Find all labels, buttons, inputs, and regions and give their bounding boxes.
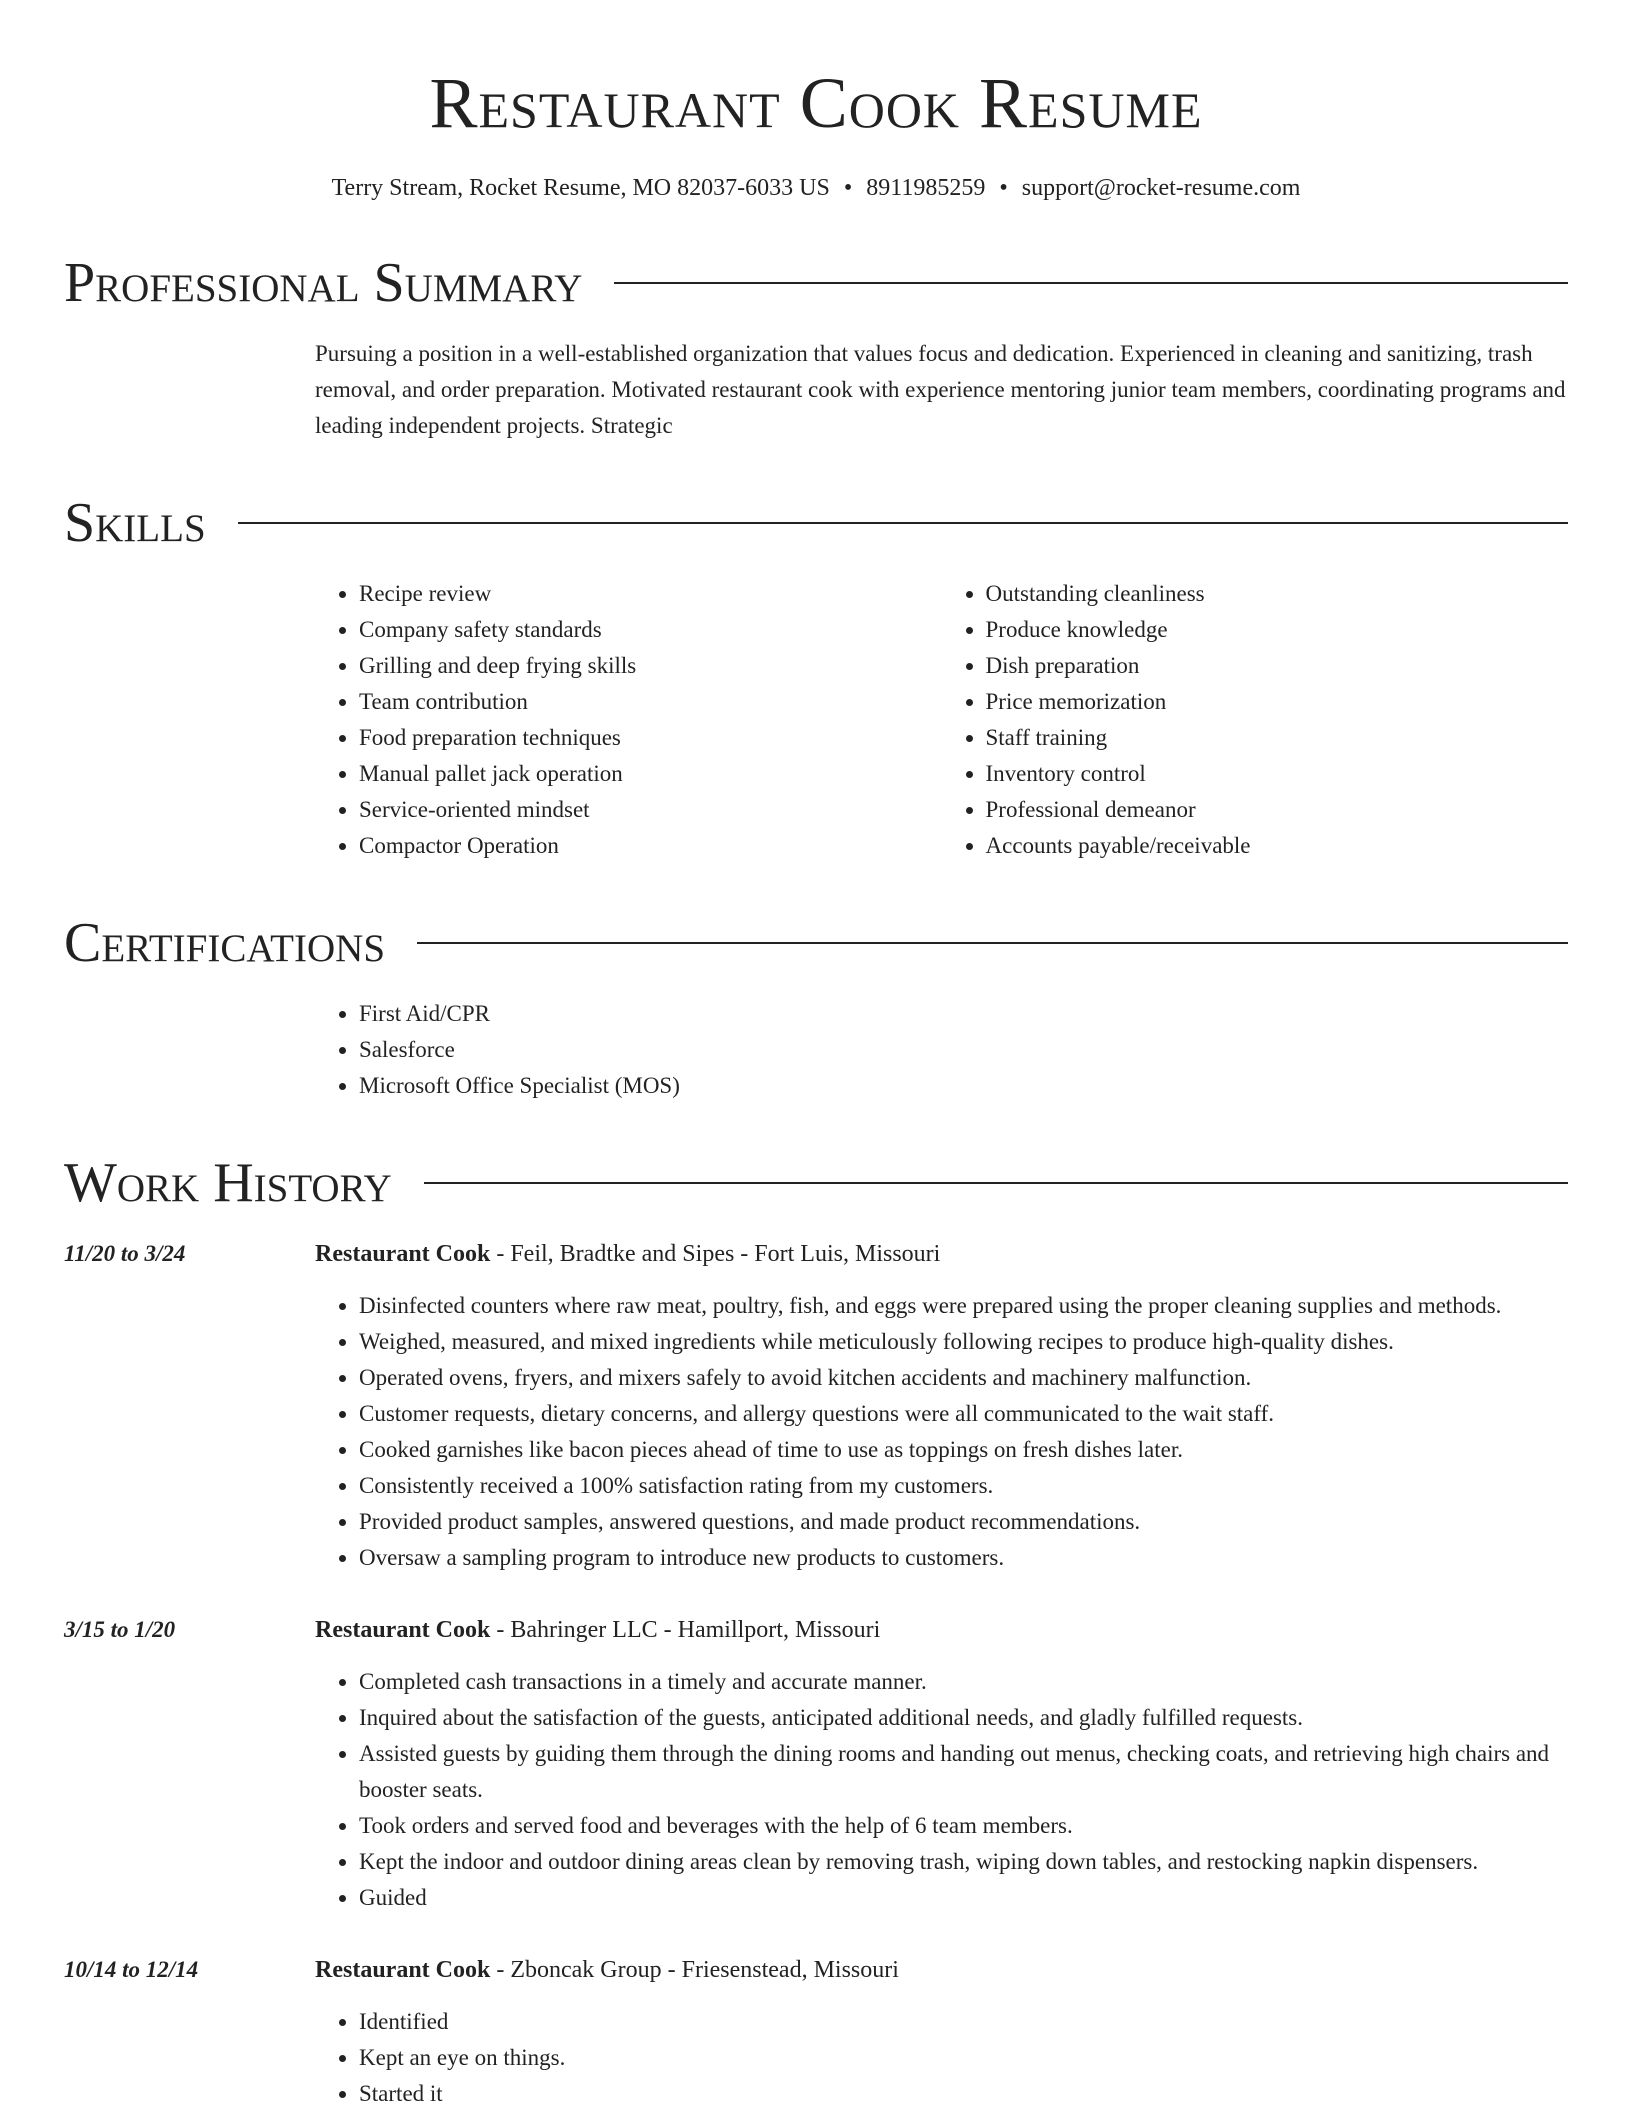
section-divider [424, 1182, 1568, 1184]
contact-line [64, 172, 1568, 204]
job-details: - Zboncak Group - Friesenstead, Missouri [490, 1957, 899, 1983]
job-bullet: • Kept an eye on things. [359, 2040, 1568, 2076]
skills-left-list [315, 576, 942, 864]
section-divider [417, 942, 1568, 944]
job-bullet: • Started it [359, 2076, 1568, 2112]
resume-page [64, 0, 1568, 2112]
job-bullets [315, 1664, 1568, 1916]
job-entry [64, 1612, 1568, 1916]
skill-item: • Service-oriented mindset [359, 792, 942, 828]
skill-item: • Compactor Operation [359, 828, 942, 864]
skill-item: • Accounts payable/receivable [986, 828, 1569, 864]
contact-address: Terry Stream, Rocket Resume, MO 82037-6033 US [331, 175, 830, 201]
contact-separator: • [999, 175, 1008, 201]
job-role: Restaurant Cook [315, 1241, 491, 1267]
skill-item: • Staff training [986, 720, 1569, 756]
job-dates: 3/15 to 1/20 [64, 1617, 176, 1642]
skills-section-header [64, 490, 1568, 556]
job-entry [64, 1236, 1568, 1576]
job-bullet: • Customer requests, dietary concerns, and allergy questions were all communicated to the wait staff. [359, 1396, 1568, 1432]
job-bullet: • Operated ovens, fryers, and mixers safely to avoid kitchen accidents and machinery malfunction. [359, 1360, 1568, 1396]
job-bullet: • Oversaw a sampling program to introduce new products to customers. [359, 1540, 1568, 1576]
job-bullet: • Identified [359, 2004, 1568, 2040]
skill-item: • Grilling and deep frying skills [359, 648, 942, 684]
skill-item: • Food preparation techniques [359, 720, 942, 756]
skill-item: • Professional demeanor [986, 792, 1569, 828]
resume-title: Restaurant Cook Resume [429, 63, 1203, 143]
skill-item: • Inventory control [986, 756, 1569, 792]
job-bullet: • Completed cash transactions in a timely and accurate manner. [359, 1664, 1568, 1700]
section-divider [614, 282, 1568, 284]
skills-heading: Skills [64, 492, 206, 554]
job-entry [64, 1952, 1568, 2112]
job-role: Restaurant Cook [315, 1957, 491, 1983]
job-bullet: • Consistently received a 100% satisfaction rating from my customers. [359, 1468, 1568, 1504]
job-bullet: • Assisted guests by guiding them through the dining rooms and handing out menus, checking coats, and retrieving high chairs and booster seats. [359, 1736, 1568, 1808]
work-section-header [64, 1150, 1568, 1216]
skill-item: • Manual pallet jack operation [359, 756, 942, 792]
job-bullets [315, 2004, 1568, 2112]
job-header [315, 1236, 1568, 1272]
summary-heading: Professional Summary [64, 252, 583, 314]
certifications-heading: Certifications [64, 912, 386, 974]
skill-item: • Dish preparation [986, 648, 1569, 684]
summary-section-header [64, 250, 1568, 316]
certifications-list [315, 996, 1568, 1104]
contact-email: support@rocket-resume.com [1021, 175, 1301, 201]
job-bullet: • Guided [359, 1880, 1568, 1916]
certifications-section-header [64, 910, 1568, 976]
job-bullet: • Kept the indoor and outdoor dining areas clean by removing trash, wiping down tables, and restocking napkin dispensers. [359, 1844, 1568, 1880]
job-bullet: • Cooked garnishes like bacon pieces ahead of time to use as toppings on fresh dishes later. [359, 1432, 1568, 1468]
contact-phone: 8911985259 [866, 175, 986, 201]
job-dates: 11/20 to 3/24 [64, 1241, 186, 1266]
certification-item: • Salesforce [359, 1032, 1568, 1068]
skill-item: • Team contribution [359, 684, 942, 720]
job-bullet: • Weighed, measured, and mixed ingredients while meticulously following recipes to produce high-quality dishes. [359, 1324, 1568, 1360]
skill-item: • Company safety standards [359, 612, 942, 648]
certifications-block [315, 996, 1568, 1104]
job-header [315, 1952, 1568, 1988]
certification-item: • First Aid/CPR [359, 996, 1568, 1032]
skill-item: • Price memorization [986, 684, 1569, 720]
job-details: - Feil, Bradtke and Sipes - Fort Luis, Missouri [490, 1241, 941, 1267]
job-bullet: • Provided product samples, answered questions, and made product recommendations. [359, 1504, 1568, 1540]
job-bullet: • Disinfected counters where raw meat, poultry, fish, and eggs were prepared using the proper cleaning supplies and methods. [359, 1288, 1568, 1324]
job-role: Restaurant Cook [315, 1617, 491, 1643]
work-heading: Work History [64, 1152, 392, 1214]
skill-item: • Outstanding cleanliness [986, 576, 1569, 612]
certification-item: • Microsoft Office Specialist (MOS) [359, 1068, 1568, 1104]
job-bullet: • Inquired about the satisfaction of the guests, anticipated additional needs, and gladly fulfilled requests. [359, 1700, 1568, 1736]
skill-item: • Recipe review [359, 576, 942, 612]
skills-right-list [942, 576, 1569, 864]
skills-columns [315, 576, 1568, 864]
job-details: - Bahringer LLC - Hamillport, Missouri [490, 1617, 881, 1643]
job-header [315, 1612, 1568, 1648]
job-bullets [315, 1288, 1568, 1576]
skill-item: • Produce knowledge [986, 612, 1569, 648]
section-divider [238, 522, 1568, 524]
summary-text: Pursuing a position in a well-established organization that values focus and dedication. Experienced in cleaning and sanitizing, trash removal, and order preparation. Motivated restaurant cook with experience mentoring junior team members, coordinating programs and leading independent projects. Strategic [315, 341, 1566, 438]
job-dates: 10/14 to 12/14 [64, 1957, 199, 1982]
contact-separator: • [843, 175, 853, 201]
job-bullet: • Took orders and served food and beverages with the help of 6 team members. [359, 1808, 1568, 1844]
